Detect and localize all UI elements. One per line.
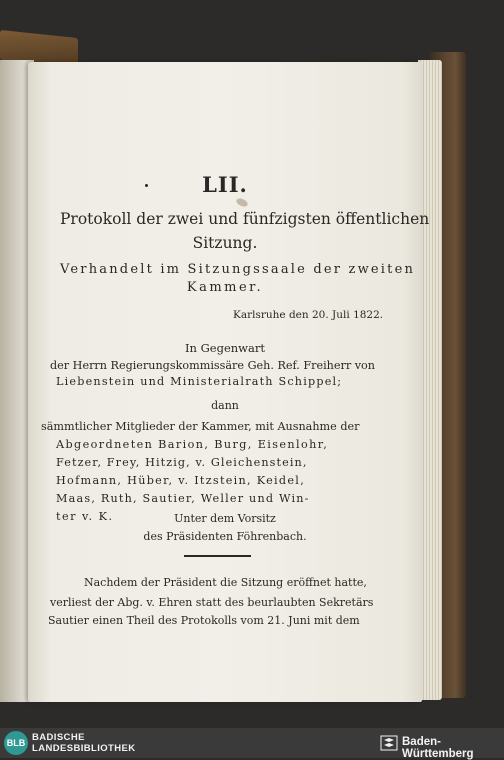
members-line: Hofmann, Hüber, v. Itzstein, Keidel, (56, 474, 306, 487)
presence-heading: In Gegenwart (185, 341, 265, 355)
members-line: Fetzer, Frey, Hitzig, v. Gleichenstein, (56, 456, 308, 469)
members-line: sämmtlicher Mitglieder der Kammer, mit Ausnahme der (41, 420, 360, 433)
commissioners-line1: der Herrn Regierungskommissäre Geh. Ref. Freiherr von (50, 359, 375, 372)
state-coat-of-arms-icon (380, 734, 398, 752)
library-name-line1[interactable]: BADISCHE (32, 732, 85, 743)
protocol-title-line1: Protokoll der zwei und fünfzigsten öffentlichen (60, 210, 430, 228)
body-line: Sautier einen Theil des Protokolls vom 21. Juni mit dem (48, 614, 360, 627)
body-line: verliest der Abg. v. Ehren statt des beurlaubten Sekretärs (50, 596, 374, 609)
place-date: Karlsruhe den 20. Juli 1822. (233, 309, 384, 321)
members-line: Maas, Ruth, Sautier, Weller und Win- (56, 492, 310, 505)
body-line: Nachdem der Präsident die Sitzung eröffnet hatte, (84, 576, 367, 589)
subtitle-line1: Verhandelt im Sitzungssaale der zweiten (60, 262, 416, 277)
chair-line1: Unter dem Vorsitz (174, 512, 276, 525)
state-name[interactable]: Baden-Württemberg (402, 736, 474, 760)
footer-bar (0, 728, 504, 758)
blb-logo-icon[interactable]: BLB (4, 731, 28, 755)
book-page (28, 62, 430, 702)
library-name-line2[interactable]: LANDESBIBLIOTHEK (32, 743, 136, 754)
protocol-number: LII. (202, 172, 248, 197)
protocol-title-line2: Sitzung. (192, 234, 258, 252)
paper-stain (235, 197, 249, 208)
dann-text: dann (211, 399, 239, 412)
members-line: ter v. K. (56, 510, 114, 523)
divider-rule (184, 555, 251, 557)
members-line: Abgeordneten Barion, Burg, Eisenlohr, (56, 438, 329, 451)
subtitle-line2: Kammer. (186, 280, 264, 295)
commissioners-line2: Liebenstein und Ministerialrath Schippel; (56, 375, 343, 388)
chair-line2: des Präsidenten Föhrenbach. (143, 530, 307, 543)
